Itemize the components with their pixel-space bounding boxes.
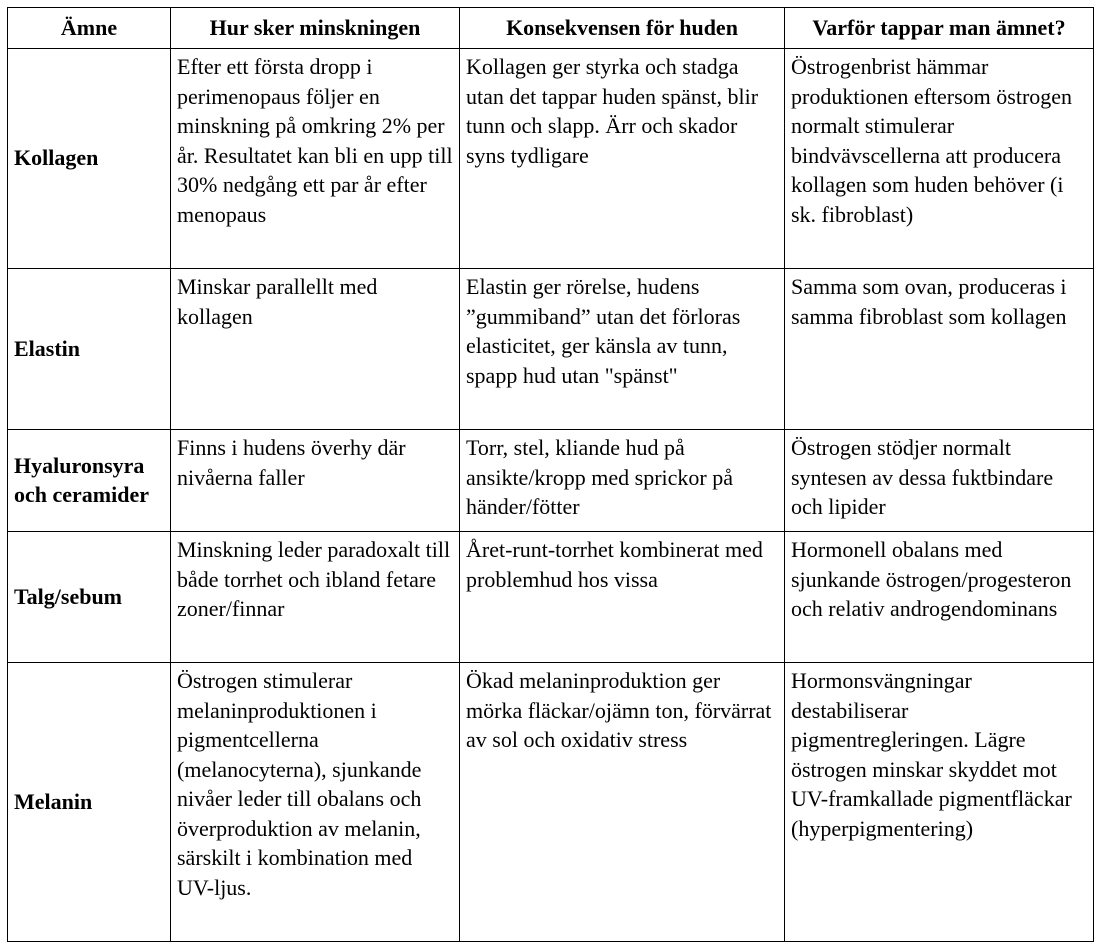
row-substance: Kollagen [8,49,171,269]
row-substance: Talg/sebum [8,532,171,663]
row-substance: Hyaluronsyra och ceramider [8,430,171,532]
header-substance: Ämne [8,8,171,49]
row-how: Östrogen stimulerar melaninproduktionen i pigmentcellerna (melanocyterna), sjunkande nivåer leder till obalans och överproduktion av melanin, särskilt i kombination med UV-ljus. [171,663,460,942]
row-substance: Elastin [8,269,171,430]
row-why: Hormonell obalans med sjunkande östrogen/progesteron och relativ androgendominans [785,532,1094,663]
table-header-row [8,8,1094,49]
row-how: Minskar parallellt med kollagen [171,269,460,430]
row-why: Östrogenbrist hämmar produktionen eftersom östrogen normalt stimulerar bindvävscellerna att producera kollagen som huden behöver (i sk. fibroblast) [785,49,1094,269]
row-how: Efter ett första dropp i perimenopaus följer en minskning på omkring 2% per år. Resultatet kan bli en upp till 30% nedgång ett par år efter menopaus [171,49,460,269]
table-row [8,269,1094,430]
row-how: Finns i hudens överhy där nivåerna faller [171,430,460,532]
skin-substances-table [7,7,1094,942]
row-why: Hormonsvängningar destabiliserar pigmentregleringen. Lägre östrogen minskar skyddet mot UV-framkallade pigmentfläckar (hyperpigmentering) [785,663,1094,942]
header-why: Varför tappar man ämnet? [785,8,1094,49]
row-why: Samma som ovan, produceras i samma fibroblast som kollagen [785,269,1094,430]
row-how: Minskning leder paradoxalt till både torrhet och ibland fetare zoner/finnar [171,532,460,663]
header-consequence: Konsekvensen för huden [460,8,785,49]
row-consequence: Ökad melaninproduktion ger mörka fläckar/ojämn ton, förvärrat av sol och oxidativ stress [460,663,785,942]
row-consequence: Kollagen ger styrka och stadga utan det tappar huden spänst, blir tunn och slapp. Ärr och skador syns tydligare [460,49,785,269]
row-why: Östrogen stödjer normalt syntesen av dessa fuktbindare och lipider [785,430,1094,532]
table-row [8,663,1094,942]
row-consequence: Torr, stel, kliande hud på ansikte/kropp med sprickor på händer/fötter [460,430,785,532]
row-consequence: Elastin ger rörelse, hudens ”gummiband” utan det förloras elasticitet, ger känsla av tunn, spapp hud utan "spänst" [460,269,785,430]
table-row [8,532,1094,663]
row-substance: Melanin [8,663,171,942]
table-row [8,430,1094,532]
table-row [8,49,1094,269]
row-consequence: Året-runt-torrhet kombinerat med problemhud hos vissa [460,532,785,663]
header-how: Hur sker minskningen [171,8,460,49]
